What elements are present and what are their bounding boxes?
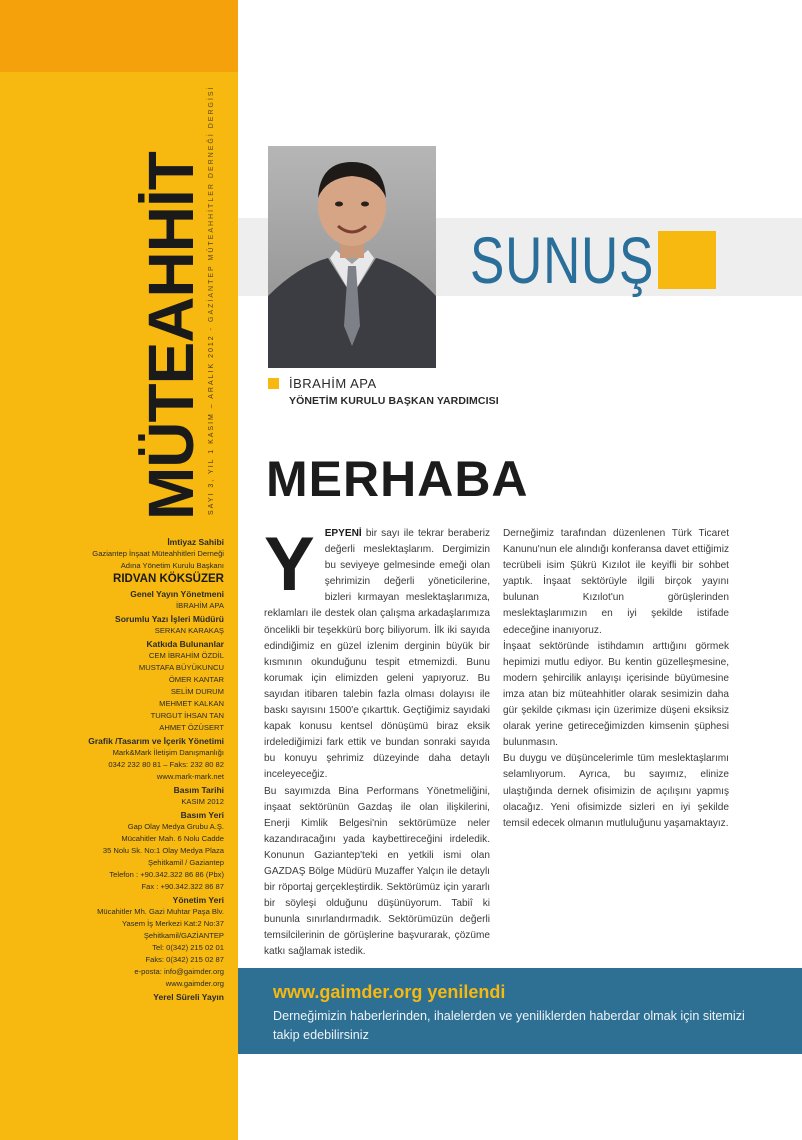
masthead-entry[interactable]: www.mark-mark.net: [156, 772, 224, 781]
masthead-entry: Faks: 0(342) 215 02 87: [145, 955, 224, 964]
article-headline: MERHABA: [266, 451, 529, 507]
masthead-entry: Gap Olay Medya Grubu A.Ş.: [127, 822, 224, 831]
sidebar-top-band: [0, 0, 238, 72]
masthead-entry: Adına Yönetim Kurulu Başkanı: [120, 561, 224, 570]
logo-subtitle: SAYI 3, YIL 1 KASIM – ARALIK 2012-GAZİANTEP MÜTEAHHİTLER DERNEĞİ DERGİSİ: [208, 85, 215, 515]
article-paragraph: [264, 522, 490, 784]
author-role: YÖNETİM KURULU BAŞKAN YARDIMCISI: [289, 395, 499, 407]
author-photo: [268, 146, 436, 368]
masthead-entry: MEHMET KALKAN: [159, 699, 224, 708]
masthead-entry: Mark&Mark İletişim Danışmanlığı: [112, 748, 224, 757]
masthead: [70, 535, 224, 1003]
masthead-entry: SELİM DURUM: [170, 687, 224, 696]
section-title: SUNUŞ: [470, 223, 655, 297]
author-name: İBRAHİM APA: [289, 376, 377, 391]
masthead-entry: MUSTAFA BÜYÜKUNCU: [138, 663, 224, 672]
logo-container: [135, 80, 207, 520]
masthead-label: Grafik /Tasarım ve İçerik Yönetimi: [88, 736, 224, 746]
masthead-label: Katkıda Bulunanlar: [146, 639, 224, 649]
author-bullet: [268, 378, 279, 389]
masthead-entry: 35 Nolu Sk. No:1 Olay Medya Plaza: [102, 846, 224, 855]
masthead-entry: SERKAN KARAKAŞ: [154, 626, 224, 635]
masthead-entry: Telefon : +90.342.322 86 86 (Pbx): [109, 870, 224, 879]
masthead-entry: Mücahitler Mah. 6 Nolu Cadde: [121, 834, 224, 843]
issue-line: SAYI 3, YIL 1 KASIM – ARALIK 2012: [208, 334, 215, 515]
article-paragraph: İnşaat sektöründe istihdamın arttığını görmek hepimizi mutlu ediyor. Bu kentin güzelleşmesine, modern şehircilik anlayışı içerisinde büyümesine imza atan biz müteahhitler olarak sesimizin daha gür şekilde çıkması için üzerimize düşeni eksiksiz olarak yerine getireceğimizden kimsenin şüphesi bulunmasın.: [503, 640, 729, 749]
article-column-left: [264, 522, 490, 961]
sidebar: [0, 0, 238, 1140]
website-banner-text: Derneğimizin haberlerinden, ihalelerden ve yeniliklerden haberdar olmak için sitemizi takip edebilirsiniz: [273, 1009, 745, 1042]
magazine-logo: [135, 80, 207, 520]
masthead-label: Yönetim Yeri: [172, 895, 224, 905]
masthead-entry: AHMET ÖZÜSERT: [159, 723, 224, 732]
author-photo-illustration: [268, 146, 436, 368]
masthead-entry: Mücahitler Mh. Gazi Muhtar Paşa Blv.: [97, 907, 224, 916]
masthead-entry: TURGUT İHSAN TAN: [150, 711, 224, 720]
masthead-entry: Şehitkamil / Gaziantep: [148, 858, 224, 867]
masthead-entry: Tel: 0(342) 215 02 01: [152, 943, 224, 952]
masthead-entry[interactable]: www.gaimder.org: [165, 979, 224, 988]
association-name: GAZİANTEP MÜTEAHHİTLER DERNEĞİ DERGİSİ: [208, 85, 215, 322]
masthead-entry: KASIM 2012: [181, 797, 224, 806]
drop-cap: Y: [264, 522, 315, 607]
lead-text: bir sayı ile tekrar beraberiz değerli meslektaşlarım. Dergimizin bu seviyeye gelmesinde emeği olan şehrimizin değerli yöneticilerine, bizleri kırmayan meslektaşlarımıza, reklamları ile destek olan çalışma arkadaşlarımıza öncelikli bir teşekkürü borç biliyorum. İlk iki sayıda edindiğimiz en güzel izlenim derginin büyük bir kısmının okunduğunu tespit etmemizdi. Bunu korumak için elimizden geleni yapıyoruz. Bu sayıdan itibaren talebin fazla olması dolayısı ile baskı sayısını 1500'e çıkarttık. Geçtiğimiz sayıdaki kapak konusu kentsel dönüşümü biraz eksik irdelediğimizi fark ettik ve bundan sonraki sayıda bu konuyu şehrimiz düzeyinde daha detaylı inceleyeceğiz.: [264, 528, 490, 781]
masthead-entry[interactable]: e-posta: info@gaimder.org: [134, 967, 224, 976]
masthead-entry: Gaziantep İnşaat Müteahhitleri Derneği: [92, 549, 224, 558]
section-title-square: [658, 231, 716, 289]
masthead-label: Yerel Süreli Yayın: [153, 992, 224, 1002]
masthead-entry: Fax : +90.342.322 86 87: [141, 882, 224, 891]
article-paragraph: Derneğimiz tarafından düzenlenen Türk Ticaret Kanunu'nun ele alındığı konferansa davet ettiğimiz tecrübeli isim Şükrü Kızılot ile keyifli bir sohbet yaptık. İnşaat sektörüyle ilgili birçok yayını bulunan Kızılot'un görüşlerinden meslektaşlarımızın en iyi şekilde istifade edeceğine inanıyoruz.: [503, 528, 729, 636]
website-banner-title[interactable]: www.gaimder.org yenilendi: [273, 982, 506, 1002]
masthead-entry: RIDVAN KÖKSÜZER: [113, 573, 224, 585]
masthead-label: İmtiyaz Sahibi: [167, 537, 224, 547]
masthead-entry: ÖMER KANTAR: [168, 675, 224, 684]
masthead-entry: CEM İBRAHİM ÖZDİL: [148, 651, 224, 660]
lead-word: EPYENİ: [324, 528, 362, 539]
masthead-entry: Yasem İş Merkezi Kat:2 No:37: [122, 919, 224, 928]
masthead-label: Sorumlu Yazı İşleri Müdürü: [115, 614, 224, 624]
magazine-logo-text: MÜTEAHHİT: [135, 152, 207, 520]
masthead-entry: İBRAHİM APA: [176, 601, 224, 610]
article-paragraph: Bu sayımızda Bina Performans Yönetmeliğini, inşaat sektörünün Gazdaş ile olan ilişkilerini, Enerji Kimlik Belgesi'nin sektörümüze neler kazandıracağını yada kaybettireceğini irdeledik. Konunun Gaziantep'teki en yetkili ismi olan GAZDAŞ Bölge Müdürü Muzaffer Yalçın ile detaylı bir röportaj gerçekleştirdik. Sektörümüz için yararlı bir söyleşi olduğunu düşünüyorum. Tabiî ki bununla sınırlandırmadık. Sektörümüzün değerli temsilcilerinin de görüşlerine başvurarak, çözüme katkı sağlamak istedik.: [264, 785, 490, 958]
article-paragraph: Bu duygu ve düşüncelerimle tüm meslektaşlarımı selamlıyorum. Ayrıca, bu sayımız, elinize ulaştığında dernek ofisimizin de açılışını yapmış olacağız. Yeni ofisimizde sizleri en iyi şekilde temsil edecek olmanın mutluluğunu yaşamaktayız.: [503, 753, 729, 829]
article-column-right: [503, 526, 729, 832]
masthead-label: Genel Yayın Yönetmeni: [130, 589, 224, 599]
masthead-entry: 0342 232 80 81 – Faks: 232 80 82: [108, 760, 224, 769]
masthead-label: Basım Yeri: [180, 810, 224, 820]
logo-subtitle-container: [205, 85, 219, 515]
masthead-label: Basım Tarihi: [173, 785, 224, 795]
masthead-entry: Şehitkamil/GAZİANTEP: [143, 931, 224, 940]
